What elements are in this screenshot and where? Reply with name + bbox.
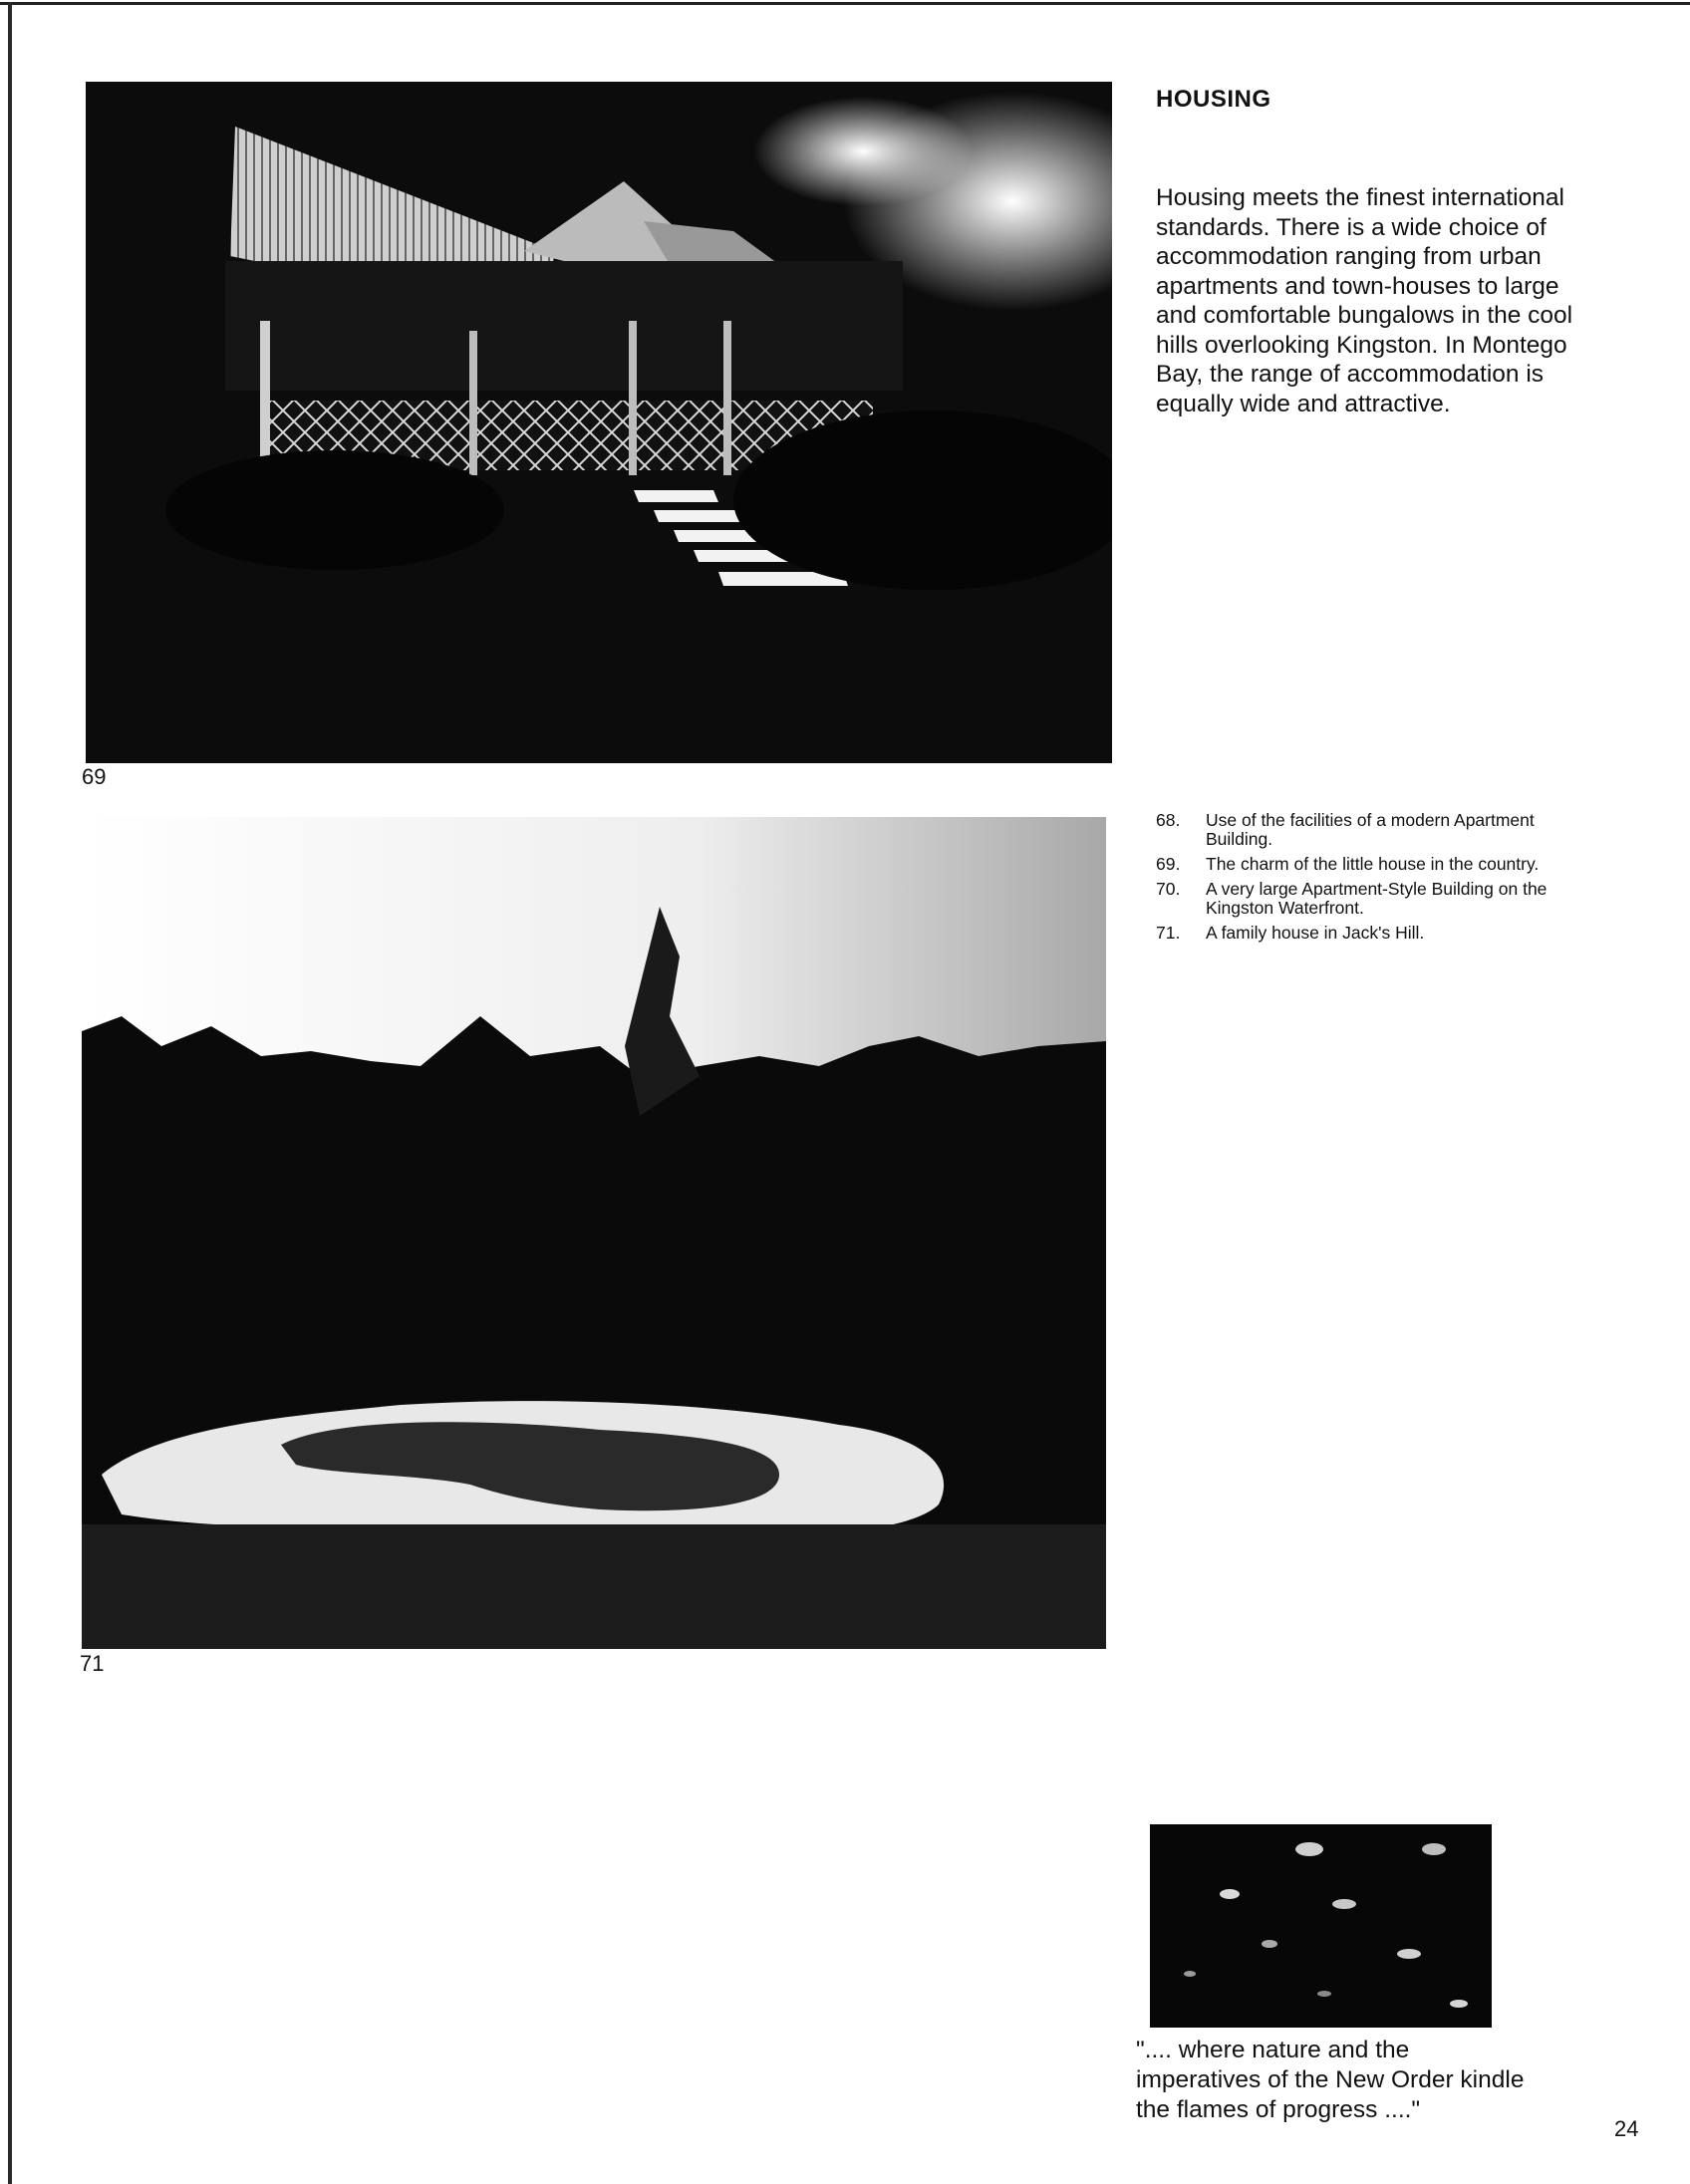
pool-photo <box>82 817 1106 1649</box>
small-photo <box>1150 1824 1492 2028</box>
caption-text: The charm of the little house in the country. <box>1206 854 1540 874</box>
photo-number-71: 71 <box>80 1651 105 1676</box>
caption-number: 71. <box>1156 923 1181 943</box>
caption-text: Use of the facilities of a modern Apartment Building. <box>1206 810 1535 849</box>
caption-text: A very large Apartment-Style Building on the Kingston Waterfront. <box>1206 879 1548 918</box>
house-photo <box>86 82 1112 763</box>
photo-caption-list <box>1156 811 1594 949</box>
caption-text: A family house in Jack's Hill. <box>1206 923 1425 943</box>
top-border-rule <box>0 2 1690 5</box>
body-paragraph: Housing meets the finest international standards. There is a wide choice of accommodation ranging from urban apartments and town-houses to large and comfortable bungalows in the cool hills overlooking Kingston. In Montego Bay, the range of accommodation is equally wide and attractive. <box>1156 184 1573 417</box>
quote-text: ".... where nature and the imperatives of the New Order kindle the flames of progress ...." <box>1136 2037 1525 2123</box>
caption-number: 70. <box>1156 879 1181 899</box>
caption-number: 68. <box>1156 810 1181 830</box>
photo-number-69: 69 <box>82 764 107 789</box>
page-number: 24 <box>1614 2116 1639 2141</box>
caption-number: 69. <box>1156 854 1181 874</box>
caption-item <box>1156 880 1594 918</box>
left-border-rule <box>8 2 12 2184</box>
caption-item <box>1156 855 1594 874</box>
house-photo-image <box>86 82 1112 763</box>
small-photo-image <box>1150 1824 1492 2028</box>
caption-item <box>1156 811 1594 849</box>
section-heading: HOUSING <box>1156 86 1271 113</box>
pool-photo-image <box>82 817 1106 1649</box>
caption-item <box>1156 924 1594 943</box>
